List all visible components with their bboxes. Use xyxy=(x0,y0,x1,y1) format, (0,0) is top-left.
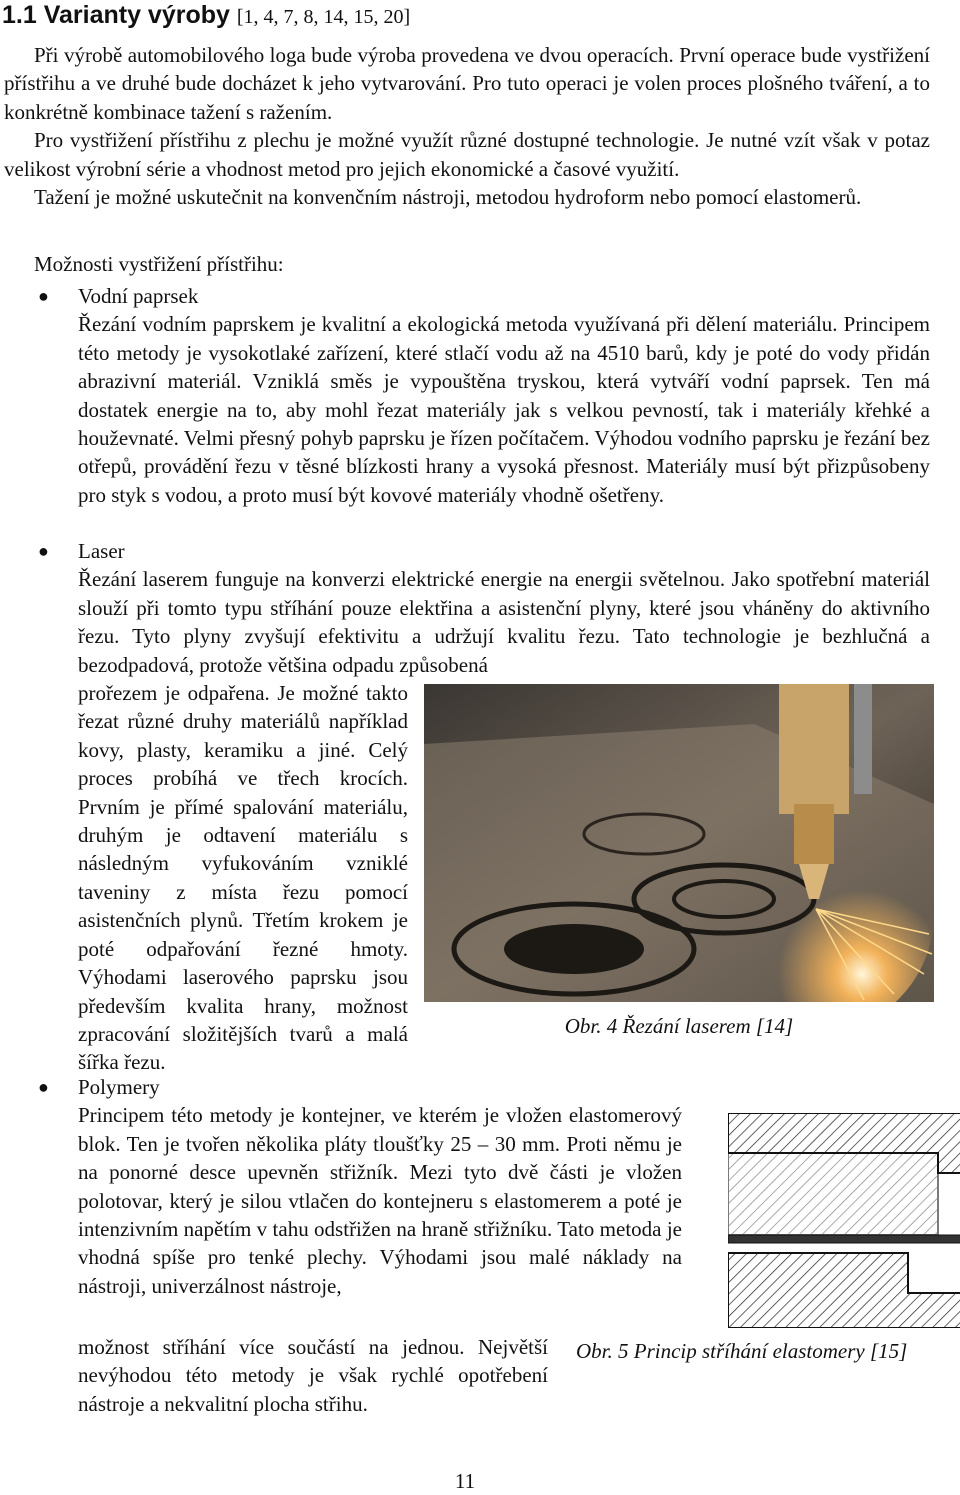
item-body-part-2: možnost stříhání více součástí na jednou. Největší nevýhodou této metody je však rychlé opotřebení nástroje a nekvalitní plocha střihu. xyxy=(78,1335,548,1416)
figure-laser xyxy=(424,679,934,1040)
item-title: Polymery xyxy=(78,1075,160,1099)
bullet-icon: ● xyxy=(38,286,49,306)
elastomer-diagram xyxy=(728,1113,960,1328)
list-item-polymers xyxy=(38,1073,930,1328)
list-item-water-jet xyxy=(38,282,930,509)
bullet-icon: ● xyxy=(38,541,49,561)
item-body: Řezání vodním paprskem je kvalitní a ekologická metoda využívaná při dělení materiálu. Principem této metody je vysokotlaké zařízení, které stlačí vodu až na 4510 barů, kdy je poté do vody přidán abrazivní materiál. Vzniklá směs je vypouštěna tryskou, která vytváří vodní paprsek. Ten má dostatek energie na to, aby mohl řezat materiály jak s velkou pevností, tak i materiály křehké a houževnaté. Velmi přesný pohyb paprsku je řízen počítačem. Výhodou vodního paprsku je řezání bez otřepů, provádění řezu v těsné blízkosti hrany a vysoká přesnost. Materiály musí být přizpůsobeny pro styk s vodou, a proto musí být kovové materiály vhodně ošetřeny. xyxy=(78,312,930,507)
item-body-part-2: prořezem je odpařena. Je možné takto řezat různé druhy materiálů například kovy, plasty, keramiku a jiné. Celý proces probíhá ve třech krocích. Prvním je přímé spalování materiálu, druhým je odtavení materiálu s následným vyfukováním vzniklé taveniny z místa řezu pomocí asistenčních plynů. Třetím krokem je poté odpařování řezné hmoty. Výhodami laserového paprsku jsou především kvalita hrany, možnost zpracování složitějších tvarů a malá šířka řezu. xyxy=(78,681,408,1075)
item-title: Vodní paprsek xyxy=(78,284,199,308)
caption-text: Obr. 5 Princip stříhání elastomery [15] xyxy=(576,1339,908,1363)
item-body-part-1: Řezání laserem funguje na konverzi elektrické energie na energii světelnou. Jako spotřební materiál slouží při tomto typu stříhání pouze elektřina a asistenční plyny, které jsou vháněny do aktivního řezu. Tyto plyny zvyšují efektivitu a udržují kvalitu řezu. Tato technologie je bezhlučná a bezodpadová, protože většina odpadu způsobená xyxy=(78,567,930,677)
intro-paragraph-3: Tažení je možné uskutečnit na konvenčním nástroji, metodou hydroform nebo pomocí elastomerů. xyxy=(34,185,862,210)
figure-caption-laser xyxy=(424,1012,934,1040)
list-item-polymers-continued xyxy=(78,1333,548,1418)
item-body-part-1: Principem této metody je kontejner, ve kterém je vložen elastomerový blok. Ten je tvořen několika pláty tloušťky 25 – 30 mm. Proti němu je na ponorné desce upevněn střižník. Mezi tyto dvě části je vložen polotovar, který je silou vtlačen do kontejneru s elastomerem a poté je intenzivním napětím v tahu odstřižen na hraně střižníku. Tato metoda je vhodná spíše pro tenké plechy. Výhodami jsou malé náklady na nástroji, univerzálnost nástroje, xyxy=(78,1103,682,1298)
bullet-icon: ● xyxy=(38,1077,49,1097)
intro-paragraph-1: Při výrobě automobilového loga bude výroba provedena ve dvou operacích. První operace bude vystřižení přístřihu a ve druhé bude docházet k jeho vytvarování. Pro tuto operaci je volen proces plošného tváření, a to konkrétně kombinace tažení s ražením. xyxy=(4,43,930,124)
list-item-laser xyxy=(38,537,930,1077)
section-references: [1, 4, 7, 8, 14, 15, 20] xyxy=(236,6,411,28)
options-label: Možnosti vystřižení přístřihu: xyxy=(34,252,284,276)
section-title: 1.1 Varianty výroby xyxy=(2,1,230,29)
intro-paragraph-2: Pro vystřižení přístřihu z plechu je možné využít různé dostupné technologie. Je nutné vzít však v potaz velikost výrobní série a vhodnost metod pro jejich ekonomické a časové využití. xyxy=(4,128,930,181)
laser-cutting-photo xyxy=(424,684,934,1002)
figure-elastomer xyxy=(698,1101,960,1328)
caption-text: Obr. 4 Řezání laserem [14] xyxy=(564,1014,794,1039)
figure-caption-elastomer xyxy=(576,1337,907,1365)
intro-text xyxy=(4,41,930,211)
item-title: Laser xyxy=(78,539,125,563)
page-number: 11 xyxy=(454,1469,476,1493)
section-heading xyxy=(2,0,410,32)
